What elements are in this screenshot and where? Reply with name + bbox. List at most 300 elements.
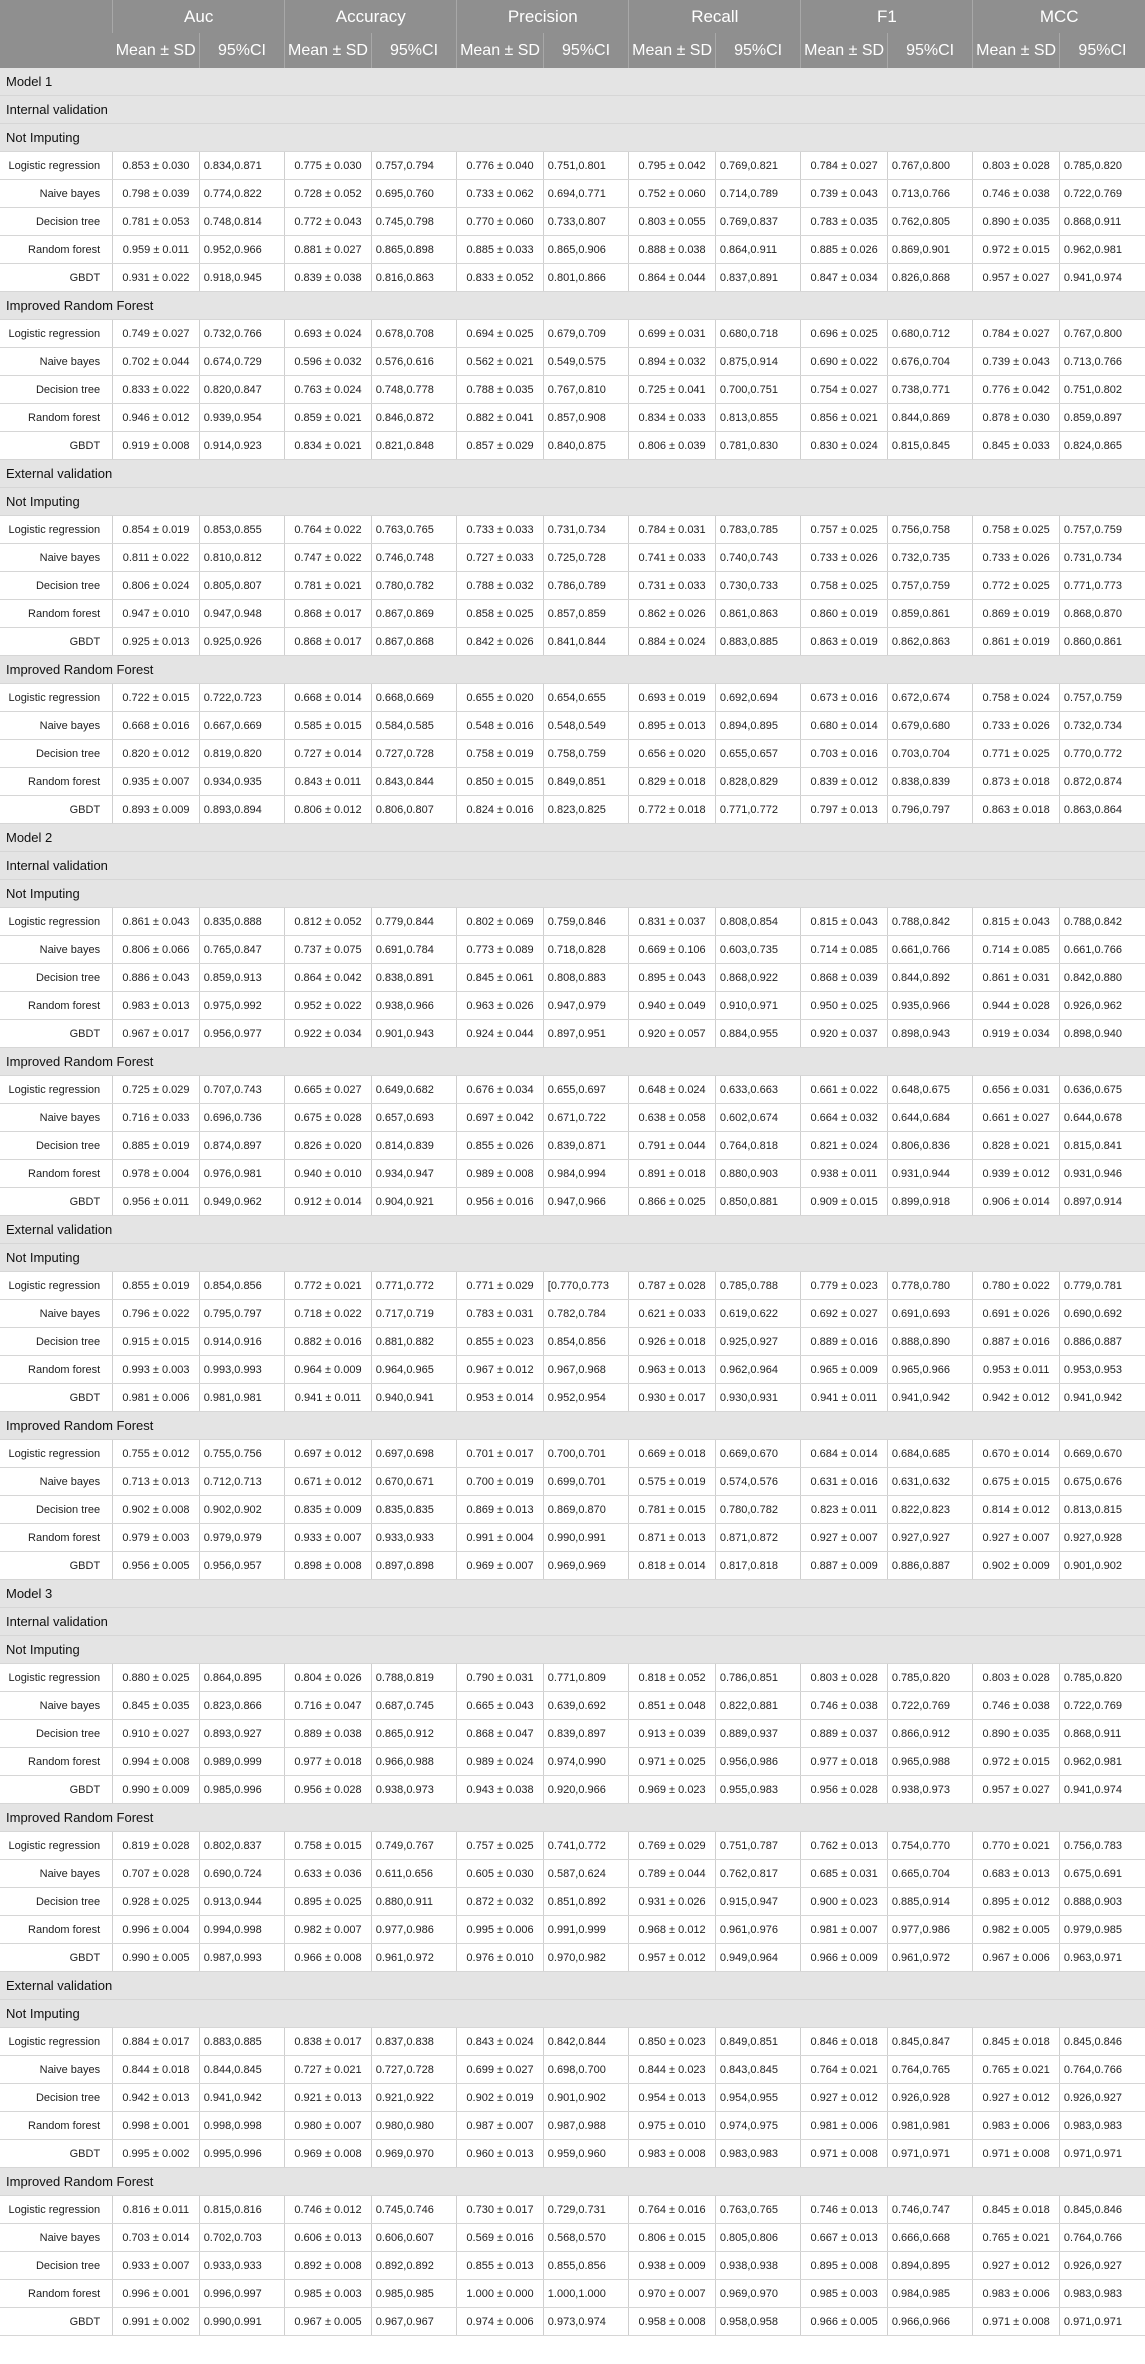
table-row [0,2028,1145,2056]
table-row [0,208,1145,236]
ci-cell: 0.983,0.983 [1059,2112,1145,2140]
mean-sd-cell: 0.806 ± 0.024 [113,572,200,600]
ci-cell: 0.971,0.971 [1059,2308,1145,2336]
model-name-cell: Random forest [0,404,113,432]
model-name-cell: Logistic regression [0,1832,113,1860]
table-row [0,2196,1145,2224]
ci-cell: 0.684,0.685 [887,1440,973,1468]
ci-cell: 0.901,0.902 [543,2084,629,2112]
mean-sd-cell: 0.834 ± 0.021 [285,432,372,460]
mean-sd-header: Mean ± SD [113,33,200,68]
mean-sd-cell: 0.772 ± 0.018 [629,796,716,824]
table-body [0,68,1145,2336]
ci-cell: 0.764,0.766 [1059,2056,1145,2084]
mean-sd-cell: 0.963 ± 0.026 [457,992,544,1020]
ci-cell: 0.869,0.870 [543,1496,629,1524]
ci-cell: 0.842,0.880 [1059,964,1145,992]
mean-sd-cell: 0.939 ± 0.012 [973,1160,1060,1188]
ci-cell: 0.639,0.692 [543,1692,629,1720]
model-name-cell: Naive bayes [0,1104,113,1132]
ci-cell: 0.874,0.897 [199,1132,285,1160]
ci-cell: 0.765,0.847 [199,936,285,964]
mean-sd-cell: 0.585 ± 0.015 [285,712,372,740]
table-row [0,2280,1145,2308]
mean-sd-cell: 0.991 ± 0.002 [113,2308,200,2336]
mean-sd-cell: 0.701 ± 0.017 [457,1440,544,1468]
ci-cell: 0.731,0.734 [1059,544,1145,572]
ci-cell: 0.815,0.816 [199,2196,285,2224]
ci-cell: 0.861,0.863 [715,600,801,628]
ci-cell: 0.655,0.657 [715,740,801,768]
metric-header-auc: Auc [113,0,285,33]
mean-sd-cell: 0.970 ± 0.007 [629,2280,716,2308]
ci-cell: 0.733,0.807 [543,208,629,236]
ci-cell: 0.757,0.759 [1059,516,1145,544]
mean-sd-cell: 0.796 ± 0.022 [113,1300,200,1328]
table-row [0,1860,1145,1888]
ci-cell: 0.668,0.669 [371,684,457,712]
mean-sd-cell: 0.819 ± 0.028 [113,1832,200,1860]
mean-sd-cell: 0.757 ± 0.025 [801,516,888,544]
mean-sd-cell: 0.775 ± 0.030 [285,152,372,180]
ci-cell: 0.755,0.756 [199,1440,285,1468]
mean-sd-cell: 0.731 ± 0.033 [629,572,716,600]
mean-sd-cell: 0.957 ± 0.027 [973,264,1060,292]
model-name-cell: Naive bayes [0,348,113,376]
mean-sd-cell: 0.895 ± 0.008 [801,2252,888,2280]
mean-sd-cell: 0.989 ± 0.008 [457,1160,544,1188]
mean-sd-cell: 0.902 ± 0.009 [973,1552,1060,1580]
table-row [0,1076,1145,1104]
mean-sd-cell: 0.843 ± 0.011 [285,768,372,796]
ci-cell: 0.886,0.887 [887,1552,973,1580]
table-row [0,1300,1145,1328]
section-row [0,2000,1145,2028]
ci-cell: 0.785,0.820 [1059,1664,1145,1692]
mean-sd-cell: 0.866 ± 0.025 [629,1188,716,1216]
ci-cell: 0.954,0.955 [715,2084,801,2112]
ci-cell: 0.730,0.733 [715,572,801,600]
mean-sd-cell: 0.972 ± 0.015 [973,236,1060,264]
ci-cell: 0.574,0.576 [715,1468,801,1496]
mean-sd-cell: 0.844 ± 0.018 [113,2056,200,2084]
ci-cell: 0.771,0.809 [543,1664,629,1692]
model-name-cell: Logistic regression [0,1272,113,1300]
mean-sd-cell: 0.985 ± 0.003 [285,2280,372,2308]
mean-sd-cell: 0.919 ± 0.034 [973,1020,1060,1048]
ci-cell: 0.603,0.735 [715,936,801,964]
ci-cell: 0.587,0.624 [543,1860,629,1888]
mean-sd-cell: 0.845 ± 0.018 [973,2028,1060,2056]
mean-sd-cell: 0.741 ± 0.033 [629,544,716,572]
ci-cell: 0.956,0.986 [715,1748,801,1776]
mean-sd-cell: 0.977 ± 0.018 [285,1748,372,1776]
ci-cell: 0.722,0.769 [1059,180,1145,208]
mean-sd-cell: 0.941 ± 0.011 [801,1384,888,1412]
ci-cell: 0.969,0.969 [543,1552,629,1580]
ci-cell: 0.782,0.784 [543,1300,629,1328]
ci-cell: 0.649,0.682 [371,1076,457,1104]
ci-cell: 0.780,0.782 [715,1496,801,1524]
ci-cell: 0.871,0.872 [715,1524,801,1552]
mean-sd-cell: 0.972 ± 0.015 [973,1748,1060,1776]
mean-sd-cell: 0.739 ± 0.043 [973,348,1060,376]
ci-cell: 0.888,0.903 [1059,1888,1145,1916]
ci-cell: 0.949,0.962 [199,1188,285,1216]
mean-sd-cell: 0.784 ± 0.027 [801,152,888,180]
ci-cell: 0.994,0.998 [199,1916,285,1944]
mean-sd-cell: 0.844 ± 0.023 [629,2056,716,2084]
mean-sd-cell: 0.855 ± 0.023 [457,1328,544,1356]
mean-sd-cell: 0.806 ± 0.012 [285,796,372,824]
ci-cell: 0.767,0.800 [887,152,973,180]
mean-sd-cell: 0.922 ± 0.034 [285,1020,372,1048]
mean-sd-cell: 0.685 ± 0.031 [801,1860,888,1888]
ci-cell: 0.732,0.734 [1059,712,1145,740]
ci-cell: 0.644,0.678 [1059,1104,1145,1132]
ci-cell: 0.947,0.966 [543,1188,629,1216]
ci-cell: 0.933,0.933 [371,1524,457,1552]
mean-sd-cell: 0.990 ± 0.005 [113,1944,200,1972]
mean-sd-cell: 0.895 ± 0.012 [973,1888,1060,1916]
ci-cell: 0.786,0.789 [543,572,629,600]
mean-sd-cell: 0.966 ± 0.008 [285,1944,372,1972]
mean-sd-cell: 0.714 ± 0.085 [973,936,1060,964]
mean-sd-cell: 0.754 ± 0.027 [801,376,888,404]
mean-sd-cell: 0.927 ± 0.007 [973,1524,1060,1552]
ci-cell: 0.670,0.671 [371,1468,457,1496]
ci-cell: 0.952,0.954 [543,1384,629,1412]
mean-sd-cell: 0.843 ± 0.024 [457,2028,544,2056]
model-name-cell: Random forest [0,236,113,264]
ci-cell: 0.729,0.731 [543,2196,629,2224]
table-row [0,712,1145,740]
mean-sd-cell: 0.690 ± 0.022 [801,348,888,376]
ci-cell: 0.974,0.990 [543,1748,629,1776]
ci-cell: 0.894,0.895 [715,712,801,740]
mean-sd-cell: 0.764 ± 0.021 [801,2056,888,2084]
ci-cell: 0.898,0.940 [1059,1020,1145,1048]
mean-sd-cell: 0.974 ± 0.006 [457,2308,544,2336]
mean-sd-cell: 0.680 ± 0.014 [801,712,888,740]
mean-sd-cell: 0.975 ± 0.010 [629,2112,716,2140]
ci-cell: 0.698,0.700 [543,2056,629,2084]
mean-sd-cell: 0.931 ± 0.022 [113,264,200,292]
section-row [0,124,1145,152]
mean-sd-cell: 0.983 ± 0.006 [973,2280,1060,2308]
mean-sd-cell: 0.727 ± 0.021 [285,2056,372,2084]
mean-sd-cell: 0.890 ± 0.035 [973,208,1060,236]
ci-cell: 0.980,0.980 [371,2112,457,2140]
mean-sd-cell: 0.716 ± 0.033 [113,1104,200,1132]
mean-sd-cell: 0.812 ± 0.052 [285,908,372,936]
mean-sd-cell: 0.853 ± 0.030 [113,152,200,180]
section-row [0,880,1145,908]
ci-cell: 0.983,0.983 [715,2140,801,2168]
ci-cell: 0.810,0.812 [199,544,285,572]
ci-cell: 0.844,0.869 [887,404,973,432]
model-name-cell: Logistic regression [0,908,113,936]
ci-cell: 0.815,0.841 [1059,1132,1145,1160]
model-name-cell: Decision tree [0,740,113,768]
ci-cell: 0.865,0.912 [371,1720,457,1748]
mean-sd-cell: 0.985 ± 0.003 [801,2280,888,2308]
mean-sd-cell: 0.656 ± 0.031 [973,1076,1060,1104]
ci-cell: 0.749,0.767 [371,1832,457,1860]
ci-cell: 0.984,0.994 [543,1160,629,1188]
mean-sd-cell: 0.956 ± 0.016 [457,1188,544,1216]
mean-sd-cell: 0.833 ± 0.052 [457,264,544,292]
mean-sd-cell: 0.869 ± 0.013 [457,1496,544,1524]
ci-cell: 0.691,0.784 [371,936,457,964]
ci-cell: 0.751,0.802 [1059,376,1145,404]
ci-header: 95%CI [199,33,285,68]
ci-cell: 0.977,0.986 [887,1916,973,1944]
ci-cell: 0.584,0.585 [371,712,457,740]
ci-cell: 0.965,0.988 [887,1748,973,1776]
mean-sd-cell: 0.967 ± 0.017 [113,1020,200,1048]
ci-cell: 0.904,0.921 [371,1188,457,1216]
mean-sd-cell: 0.957 ± 0.027 [973,1776,1060,1804]
table-row [0,2252,1145,2280]
ci-cell: 0.740,0.743 [715,544,801,572]
ci-cell: 0.973,0.974 [543,2308,629,2336]
ci-cell: 0.868,0.870 [1059,600,1145,628]
mean-sd-cell: 0.854 ± 0.019 [113,516,200,544]
mean-sd-cell: 0.943 ± 0.038 [457,1776,544,1804]
ci-cell: 0.959,0.960 [543,2140,629,2168]
mean-sd-cell: 0.976 ± 0.010 [457,1944,544,1972]
mean-sd-cell: 0.798 ± 0.039 [113,180,200,208]
ci-cell: 0.707,0.743 [199,1076,285,1104]
ci-cell: 0.763,0.765 [715,2196,801,2224]
ci-cell: 0.897,0.914 [1059,1188,1145,1216]
mean-sd-cell: 0.978 ± 0.004 [113,1160,200,1188]
ci-cell: 0.860,0.861 [1059,628,1145,656]
mean-sd-cell: 0.692 ± 0.027 [801,1300,888,1328]
ci-cell: 0.845,0.846 [1059,2196,1145,2224]
ci-cell: 0.764,0.765 [887,2056,973,2084]
mean-sd-cell: 0.806 ± 0.039 [629,432,716,460]
model-name-cell: Logistic regression [0,1076,113,1104]
mean-sd-cell: 0.969 ± 0.023 [629,1776,716,1804]
ci-cell: 0.981,0.981 [199,1384,285,1412]
ci-cell: 0.970,0.982 [543,1944,629,1972]
ci-cell: 0.675,0.691 [1059,1860,1145,1888]
table-row [0,572,1145,600]
mean-sd-cell: 0.931 ± 0.026 [629,1888,716,1916]
mean-sd-cell: 0.994 ± 0.008 [113,1748,200,1776]
model-name-cell: Decision tree [0,2084,113,2112]
section-label: Improved Random Forest [0,292,1145,320]
mean-sd-cell: 0.764 ± 0.016 [629,2196,716,2224]
ci-cell: 0.717,0.719 [371,1300,457,1328]
mean-sd-cell: 0.938 ± 0.011 [801,1160,888,1188]
mean-sd-cell: 0.784 ± 0.027 [973,320,1060,348]
mean-sd-cell: 0.771 ± 0.029 [457,1272,544,1300]
mean-sd-cell: 0.781 ± 0.015 [629,1496,716,1524]
ci-cell: 0.854,0.856 [199,1272,285,1300]
ci-cell: 0.713,0.766 [887,180,973,208]
mean-sd-cell: 0.758 ± 0.024 [973,684,1060,712]
mean-sd-cell: 0.855 ± 0.019 [113,1272,200,1300]
mean-sd-cell: 0.921 ± 0.013 [285,2084,372,2112]
ci-cell: 0.767,0.810 [543,376,629,404]
mean-sd-cell: 0.927 ± 0.012 [801,2084,888,2112]
ci-cell: 0.926,0.927 [1059,2084,1145,2112]
ci-cell: 0.727,0.728 [371,740,457,768]
ci-cell: 0.671,0.722 [543,1104,629,1132]
ci-cell: 0.695,0.760 [371,180,457,208]
table-row [0,1104,1145,1132]
mean-sd-cell: 0.845 ± 0.061 [457,964,544,992]
mean-sd-cell: 0.913 ± 0.039 [629,1720,716,1748]
mean-sd-cell: 0.694 ± 0.025 [457,320,544,348]
mean-sd-cell: 0.990 ± 0.009 [113,1776,200,1804]
ci-cell: 0.849,0.851 [715,2028,801,2056]
mean-sd-cell: 0.772 ± 0.025 [973,572,1060,600]
ci-cell: 0.868,0.911 [1059,208,1145,236]
mean-sd-cell: 0.977 ± 0.018 [801,1748,888,1776]
ci-cell: 0.939,0.954 [199,404,285,432]
ci-cell: 0.934,0.947 [371,1160,457,1188]
mean-sd-cell: 0.956 ± 0.028 [801,1776,888,1804]
mean-sd-cell: 0.727 ± 0.033 [457,544,544,572]
table-row [0,404,1145,432]
mean-sd-cell: 0.596 ± 0.032 [285,348,372,376]
ci-cell: 0.694,0.771 [543,180,629,208]
ci-cell: 0.644,0.684 [887,1104,973,1132]
ci-cell: 0.783,0.785 [715,516,801,544]
ci-cell: 0.576,0.616 [371,348,457,376]
section-row [0,488,1145,516]
ci-cell: 0.796,0.797 [887,796,973,824]
mean-sd-cell: 0.802 ± 0.069 [457,908,544,936]
section-row [0,824,1145,852]
ci-cell: 0.700,0.701 [543,1440,629,1468]
mean-sd-cell: 0.965 ± 0.009 [801,1356,888,1384]
table-row [0,544,1145,572]
mean-sd-cell: 0.938 ± 0.009 [629,2252,716,2280]
mean-sd-cell: 0.982 ± 0.007 [285,1916,372,1944]
ci-cell: 0.938,0.973 [887,1776,973,1804]
ci-cell: 0.814,0.839 [371,1132,457,1160]
table-row [0,768,1145,796]
mean-sd-cell: 0.928 ± 0.025 [113,1888,200,1916]
mean-sd-cell: 0.983 ± 0.008 [629,2140,716,2168]
section-label: Improved Random Forest [0,2168,1145,2196]
ci-cell: 0.961,0.972 [887,1944,973,1972]
mean-sd-cell: 0.739 ± 0.043 [801,180,888,208]
section-row [0,68,1145,96]
ci-cell: 0.843,0.844 [371,768,457,796]
mean-sd-cell: 0.920 ± 0.057 [629,1020,716,1048]
ci-cell: 0.806,0.807 [371,796,457,824]
table-row [0,2084,1145,2112]
ci-cell: 0.869,0.901 [887,236,973,264]
ci-cell: 0.771,0.772 [715,796,801,824]
model-name-cell: Random forest [0,600,113,628]
ci-cell: 0.703,0.704 [887,740,973,768]
mean-sd-cell: 0.814 ± 0.012 [973,1496,1060,1524]
mean-sd-cell: 0.839 ± 0.038 [285,264,372,292]
mean-sd-cell: 0.959 ± 0.011 [113,236,200,264]
model-name-cell: Logistic regression [0,516,113,544]
ci-cell: 0.713,0.766 [1059,348,1145,376]
model-name-cell: Naive bayes [0,544,113,572]
mean-sd-header: Mean ± SD [973,33,1060,68]
section-label: External validation [0,460,1145,488]
mean-sd-cell: 0.981 ± 0.007 [801,1916,888,1944]
mean-sd-cell: 0.668 ± 0.016 [113,712,200,740]
ci-cell: 0.696,0.736 [199,1104,285,1132]
ci-cell: 0.868,0.922 [715,964,801,992]
metric-header-accuracy: Accuracy [285,0,457,33]
mean-sd-cell: 0.925 ± 0.013 [113,628,200,656]
model-name-cell: GBDT [0,1776,113,1804]
mean-sd-cell: 0.998 ± 0.001 [113,2112,200,2140]
ci-cell: 0.910,0.971 [715,992,801,1020]
ci-header: 95%CI [887,33,973,68]
ci-cell: 0.938,0.938 [715,2252,801,2280]
mean-sd-cell: 0.991 ± 0.004 [457,1524,544,1552]
section-row [0,1216,1145,1244]
mean-sd-cell: 0.803 ± 0.028 [973,1664,1060,1692]
ci-cell: 0.676,0.704 [887,348,973,376]
mean-sd-cell: 0.757 ± 0.025 [457,1832,544,1860]
mean-sd-cell: 0.910 ± 0.027 [113,1720,200,1748]
model-name-cell: GBDT [0,1020,113,1048]
model-name-cell: Random forest [0,1524,113,1552]
mean-sd-cell: 0.821 ± 0.024 [801,1132,888,1160]
ci-cell: 0.867,0.869 [371,600,457,628]
mean-sd-cell: 0.872 ± 0.032 [457,1888,544,1916]
ci-cell: 0.927,0.927 [887,1524,973,1552]
ci-cell: 0.762,0.817 [715,1860,801,1888]
mean-sd-cell: 0.631 ± 0.016 [801,1468,888,1496]
ci-cell: 0.786,0.851 [715,1664,801,1692]
ci-cell: 0.785,0.820 [1059,152,1145,180]
mean-sd-cell: 0.947 ± 0.010 [113,600,200,628]
table-row [0,516,1145,544]
mean-sd-cell: 0.791 ± 0.044 [629,1132,716,1160]
mean-sd-cell: 0.889 ± 0.038 [285,1720,372,1748]
mean-sd-cell: 0.863 ± 0.018 [973,796,1060,824]
model-name-cell: Random forest [0,2112,113,2140]
mean-sd-cell: 0.845 ± 0.033 [973,432,1060,460]
section-label: Internal validation [0,96,1145,124]
table-row [0,992,1145,1020]
table-row [0,152,1145,180]
mean-sd-cell: 0.880 ± 0.025 [113,1664,200,1692]
ci-cell: 0.680,0.718 [715,320,801,348]
ci-cell: 0.841,0.844 [543,628,629,656]
mean-sd-cell: 0.569 ± 0.016 [457,2224,544,2252]
section-label: Internal validation [0,852,1145,880]
mean-sd-cell: 0.784 ± 0.031 [629,516,716,544]
table-row [0,1356,1145,1384]
mean-sd-header: Mean ± SD [285,33,372,68]
mean-sd-cell: 0.895 ± 0.025 [285,1888,372,1916]
ci-cell: 0.901,0.943 [371,1020,457,1048]
ci-cell: 0.568,0.570 [543,2224,629,2252]
mean-sd-cell: 0.772 ± 0.021 [285,1272,372,1300]
ci-cell: 0.893,0.894 [199,796,285,824]
mean-sd-cell: 0.861 ± 0.019 [973,628,1060,656]
mean-sd-cell: 0.752 ± 0.060 [629,180,716,208]
ci-cell: 1.000,1.000 [543,2280,629,2308]
ci-cell: 0.863,0.864 [1059,796,1145,824]
